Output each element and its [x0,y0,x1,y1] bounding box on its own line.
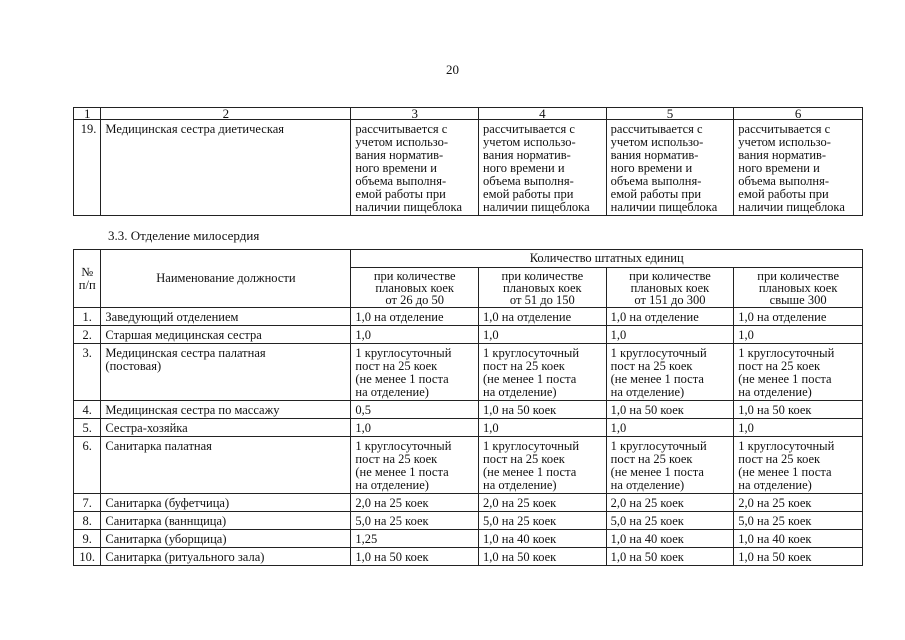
position-name [101,512,351,530]
cell-line: Сестра-хозяйка [105,421,188,435]
cell-line: (не менее 1 поста [610,465,704,479]
value-cell [606,494,734,512]
table-row [74,419,863,437]
cell-line: емой работы при [738,187,829,201]
row-number: 3. [74,344,101,401]
cell-line: 1 круглосуточный [610,346,707,360]
value-cell [351,419,479,437]
table-row [74,326,863,344]
value-cell [734,494,863,512]
cell-line: Медицинская сестра палатная [105,346,266,360]
value-cell [479,120,607,216]
value-cell [479,548,607,566]
cell-line: плановых коек [630,281,710,295]
column-header-beds [734,268,863,308]
value-cell [606,344,734,401]
cell-line: 1,0 на 40 коек [610,532,684,546]
value-cell [734,419,863,437]
cell-line: плановых коек [503,281,582,295]
cell-line: (не менее 1 поста [738,465,832,479]
position-name [101,494,351,512]
table-row [74,437,863,494]
value-cell [479,344,607,401]
column-number-cell: 3 [351,108,479,120]
value-cell [734,308,863,326]
cell-line: 1,0 на 40 коек [738,532,812,546]
cell-line: 1,0 [738,328,754,342]
cell-line: 1,0 [483,328,499,342]
value-cell [479,512,607,530]
cell-line: Старшая медицинская сестра [105,328,262,342]
value-cell [734,344,863,401]
value-cell [351,326,479,344]
row-number: 10. [74,548,101,566]
cell-line: (не менее 1 поста [355,372,449,386]
cell-line: на отделение) [355,385,429,399]
cell-line: 5,0 на 25 коек [355,514,429,528]
value-cell [606,419,734,437]
cell-line: 1,0 [355,421,372,435]
cell-line: 1 круглосуточный [738,346,835,360]
cell-line: 1 круглосуточный [483,346,580,360]
cell-line: 1,0 на 50 коек [610,550,684,564]
cell-line: рассчитывается с [355,122,448,136]
column-number-cell: 1 [74,108,101,120]
value-cell [606,548,734,566]
cell-line: емой работы при [355,187,446,201]
cell-line: пост на 25 коек [355,359,438,373]
cell-line: (не менее 1 поста [483,372,577,386]
cell-line: 5,0 на 25 коек [738,514,812,528]
value-cell [734,512,863,530]
table-row [74,530,863,548]
value-cell [606,308,734,326]
cell-line: наличии пищеблока [610,200,718,214]
value-cell [606,512,734,530]
page-number: 20 [446,62,459,77]
cell-line: вания норматив- [355,148,444,162]
value-cell [351,548,479,566]
cell-line: Заведующий отделением [105,310,239,324]
cell-line: 5,0 на 25 коек [483,514,557,528]
cell-line: 2,0 на 25 коек [483,496,557,510]
column-header-beds [606,268,734,308]
cell-line: учетом использо- [483,135,576,149]
position-name [101,548,351,566]
value-cell [734,548,863,566]
value-cell [734,437,863,494]
row-number: 8. [74,512,101,530]
cell-line: 1,0 на отделение [738,310,827,324]
row-number: 9. [74,530,101,548]
table-row [74,120,863,216]
cell-line: 1,0 на 50 коек [738,403,812,417]
section-title: 3.3. Отделение милосердия [108,228,260,243]
cell-line: рассчитывается с [738,122,831,136]
cell-line: объема выполня- [610,174,702,188]
position-name [101,344,351,401]
cell-line: пост на 25 коек [483,359,565,373]
table-row [74,512,863,530]
cell-line: 1,0 на 50 коек [483,403,557,417]
cell-line: на отделение) [610,385,685,399]
table-row [74,308,863,326]
value-cell [479,437,607,494]
cell-line: наличии пищеблока [738,200,845,214]
cell-line: 1 круглосуточный [738,439,835,453]
cell-line: 5,0 на 25 коек [610,514,684,528]
value-cell [351,120,479,216]
column-header-number: № п/п [74,250,101,308]
cell-line: 1,0 [483,421,499,435]
header-row [74,250,863,268]
table-row [74,401,863,419]
cell-line: рассчитывается с [483,122,575,136]
value-cell [734,326,863,344]
cell-line: 1,25 [355,532,378,546]
cell-line: ного времени и [610,161,693,175]
cell-line: пост на 25 коек [610,359,693,373]
value-cell [479,308,607,326]
column-number-cell: 4 [479,108,607,120]
cell-line: (не менее 1 поста [355,465,449,479]
value-cell [606,326,734,344]
cell-line: ного времени и [483,161,565,175]
cell-line: вания норматив- [610,148,699,162]
cell-line: емой работы при [610,187,702,201]
cell-line: 1,0 на отделение [355,310,444,324]
cell-line: пост на 25 коек [738,452,821,466]
cell-line: 1 круглосуточный [355,439,452,453]
cell-line: 1,0 [610,328,627,342]
position-name [101,308,351,326]
cell-line: на отделение) [610,478,685,492]
value-cell [734,120,863,216]
value-cell [734,401,863,419]
cell-line: (не менее 1 поста [610,372,704,386]
cell-line: Санитарка палатная [105,439,212,453]
cell-line: от 51 до 150 [509,293,575,307]
value-cell [606,530,734,548]
position-name [101,326,351,344]
cell-line: плановых коек [375,281,454,295]
cell-line: Санитарка (буфетчица) [105,496,230,510]
cell-line: (постовая) [105,359,162,373]
cell-line: при количестве [373,269,456,283]
cell-line: 1,0 [355,328,372,342]
cell-line: от 151 до 300 [634,293,706,307]
cell-line: Санитарка (ритуального зала) [105,550,265,564]
cell-line: 0,5 [355,403,372,417]
value-cell [606,120,734,216]
cell-line: вания норматив- [483,148,571,162]
value-cell [351,530,479,548]
cell-line: наличии пищеблока [483,200,590,214]
row-number: 19. [74,120,101,216]
cell-line: пост на 25 коек [610,452,693,466]
cell-line: от 26 до 50 [385,293,444,307]
row-number: 4. [74,401,101,419]
cell-line: свыше 300 [769,293,827,307]
cell-line: 1,0 на 40 коек [483,532,557,546]
cell-line: пост на 25 коек [483,452,565,466]
column-number-cell: 2 [101,108,351,120]
table-row [74,344,863,401]
staffing-table [73,249,863,566]
cell-line: учетом использо- [738,135,831,149]
column-number-cell: 6 [734,108,863,120]
cell-line: учетом использо- [355,135,449,149]
cell-line: плановых коек [758,281,838,295]
cell-line: 1 круглосуточный [355,346,452,360]
position-name: Медицинская сестра диетическая [101,120,351,216]
value-cell [351,437,479,494]
cell-line: 1,0 на 50 коек [355,550,429,564]
column-header-beds [479,268,607,308]
column-header-position: Наименование должности [101,250,351,308]
cell-line: при количестве [501,269,584,283]
cell-line: (не менее 1 поста [738,372,832,386]
row-number: 2. [74,326,101,344]
value-cell [606,401,734,419]
column-header-beds [351,268,479,308]
cell-line: 1,0 на 50 коек [610,403,684,417]
cell-line: наличии пищеблока [355,200,462,214]
position-name [101,419,351,437]
value-cell [479,494,607,512]
cell-line: на отделение) [483,385,557,399]
cell-line: Санитарка (ваннщица) [105,514,227,528]
value-cell [479,419,607,437]
cell-line: учетом использо- [610,135,704,149]
row-number: 1. [74,308,101,326]
cell-line: 1,0 на отделение [483,310,572,324]
cell-line: 1,0 [610,421,627,435]
cell-line: пост на 25 коек [355,452,438,466]
cell-line: 2,0 на 25 коек [738,496,812,510]
cell-line: рассчитывается с [610,122,703,136]
cell-line: на отделение) [738,385,812,399]
cell-line: 2,0 на 25 коек [610,496,684,510]
column-number-cell: 5 [606,108,734,120]
cell-line: емой работы при [483,187,574,201]
cell-line: объема выполня- [483,174,574,188]
cell-line: вания норматив- [738,148,827,162]
position-name [101,530,351,548]
cell-line: (не менее 1 поста [483,465,577,479]
cell-line: при количестве [629,269,711,283]
position-name [101,401,351,419]
value-cell [351,512,479,530]
cell-line: 1 круглосуточный [610,439,707,453]
cell-line: Медицинская сестра по массажу [105,403,280,417]
column-number-header-row [74,108,863,120]
value-cell [734,530,863,548]
cell-line: объема выполня- [355,174,447,188]
value-cell [351,494,479,512]
column-group-header: Количество штатных единиц [351,250,863,268]
value-cell [351,344,479,401]
value-cell [479,530,607,548]
row-number: 6. [74,437,101,494]
cell-line: пост на 25 коек [738,359,821,373]
table-row [74,548,863,566]
cell-line: Санитарка (уборщица) [105,532,227,546]
table-row [74,494,863,512]
cell-line: 1,0 на отделение [610,310,699,324]
cell-line: 1 круглосуточный [483,439,580,453]
cell-line: 1,0 на 50 коек [738,550,812,564]
cell-line: ного времени и [738,161,820,175]
cell-line: 1,0 на 50 коек [483,550,557,564]
cell-line: объема выполня- [738,174,830,188]
row-number: 5. [74,419,101,437]
staffing-table-continued [73,107,863,216]
value-cell [606,437,734,494]
position-name [101,437,351,494]
cell-line: на отделение) [738,478,812,492]
table-body [74,308,863,566]
cell-line: при количестве [757,269,839,283]
row-number: 7. [74,494,101,512]
cell-line: на отделение) [355,478,429,492]
cell-line: ного времени и [355,161,437,175]
cell-line: 2,0 на 25 коек [355,496,429,510]
value-cell [479,326,607,344]
cell-line: 1,0 [738,421,754,435]
value-cell [351,401,479,419]
cell-line: на отделение) [483,478,557,492]
value-cell [351,308,479,326]
value-cell [479,401,607,419]
